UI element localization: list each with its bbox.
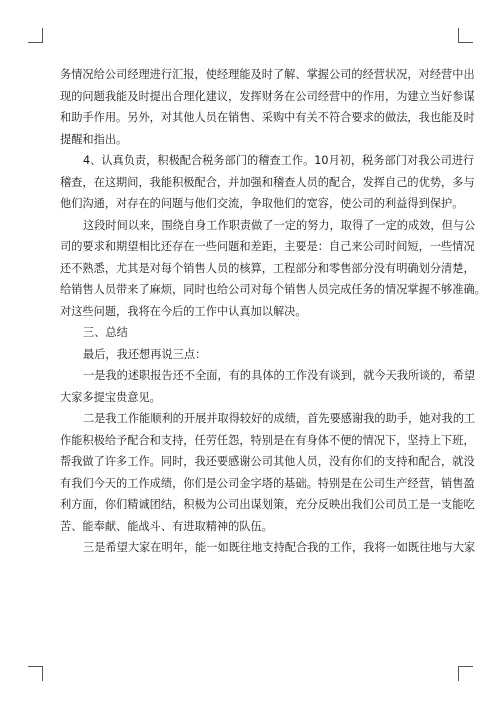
text-line: 苦、能奉献、能战斗、有进取精神的队伍。 [60,519,273,533]
crop-mark-bottom-left [28,666,43,681]
text-line: 稽查，在这期间，我能积极配合，并加强和稽查人员的配合，发挥自己的优势，多与 [60,175,475,189]
crop-mark-top-right [458,28,473,43]
text-line: 和助手作用。另外，对其他人员在销售、采购中有关不符合要求的做法，我也能及时 [60,111,475,124]
text-line: 大家多提宝贵意见。 [60,390,161,404]
text-line: 这段时间以来，围绕自身工作职责做了一定的努力，取得了一定的成效，但与公 [83,218,476,232]
document-body [60,68,486,563]
text-line: 务情况给公司经理进行汇报，使经理能及时了解、掌握公司的经营状况，对经营中出 [60,68,475,81]
text-line: 二是我工作能顺利的开展并取得较好的成绩，首先要感谢我的助手，她对我的工 [83,412,476,425]
text-line: 一是我的述职报告还不全面，有的具体的工作没有谈到，就今天我所谈的，希望 [83,369,476,382]
text-line: 4、认真负责，积极配合税务部门的稽查工作。10月初，税务部门对我公司进行 [83,154,475,167]
text-line: 作能积极给予配合和支持，任劳任怨，特别是在有身体不便的情况下，坚持上下班， [60,433,475,447]
text-line: 司的要求和期望相比还存在一些问题和差距，主要是：自己来公司时间短，一些情况 [60,240,475,253]
text-line: 还不熟悉，尤其是对每个销售人员的核算，工程部分和零售部分没有明确划分清楚， [60,261,475,275]
crop-mark-top-left [28,28,43,43]
text-line: 利方面，你们精诚团结，积极为公司出谋划策，充分反映出我们公司员工是一支能吃 [60,498,475,511]
text-line: 有我们今天的工作成绩，你们是公司金字塔的基础。特别是在公司生产经营，销售盈 [60,476,475,490]
text-line: 最后，我还想再说三点： [83,347,207,361]
text-line: 三是希望大家在明年，能一如既往地支持配合我的工作，我将一如既往地与大家 [83,541,476,554]
crop-mark-bottom-right [458,666,473,681]
text-line: 给销售人员带来了麻烦，同时也给公司对每个销售人员完成任务的情况掌握不够准确。 [60,283,486,296]
text-line: 他们沟通，对存在的问题与他们交流，争取他们的宽容，使公司的利益得到保护。 [60,197,464,210]
text-line: 帮我做了许多工作。同时，我还要感谢公司其他人员，没有你们的支持和配合，就没 [60,455,475,468]
text-line: 对这些问题，我将在今后的工作中认真加以解决。 [60,304,307,318]
text-line: 三、总结 [83,326,128,339]
text-line: 提醒和指出。 [60,132,128,146]
text-line: 现的问题我能及时提出合理化建议，发挥财务在公司经营中的作用，为建立当好参谋 [60,89,475,103]
